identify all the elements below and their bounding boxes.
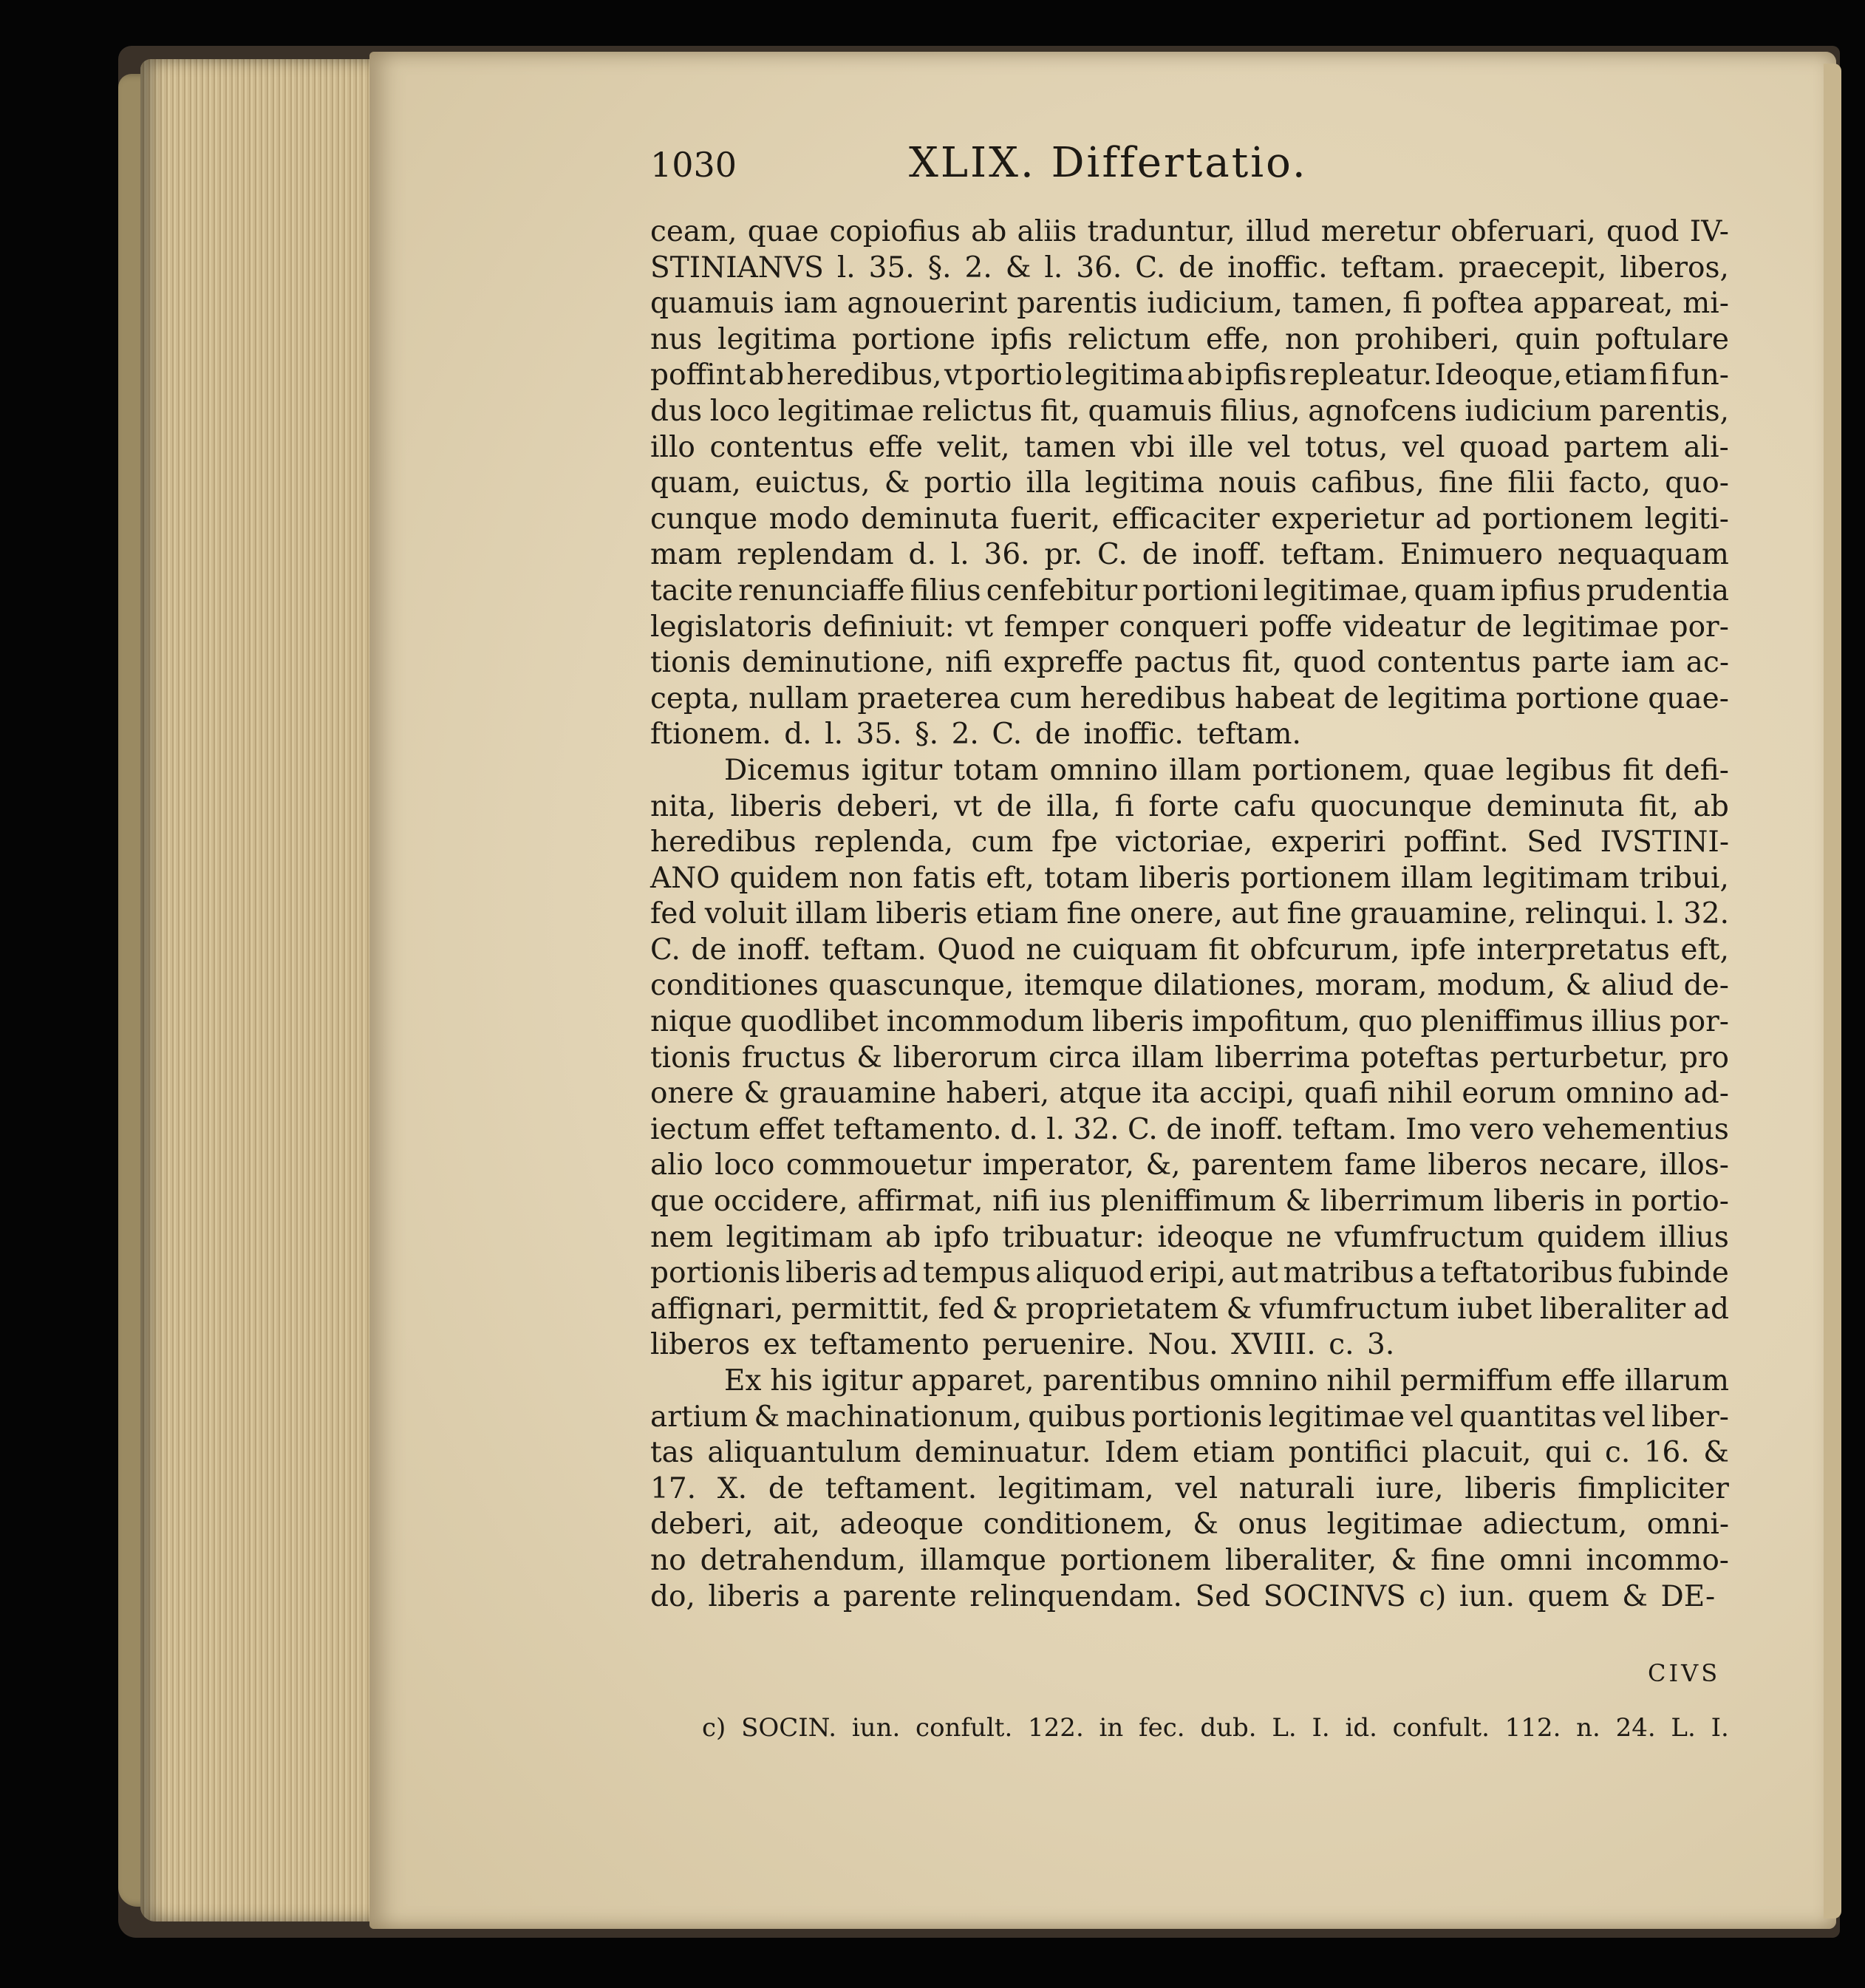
text-line: deberi, ait, adeoque conditionem, & onus legitimae adiectum, omni- bbox=[650, 1508, 1729, 1542]
text-line: tionis fructus & liberorum circa illam liberrima poteftas perturbetur, pro bbox=[650, 1041, 1729, 1075]
page-number: 1030 bbox=[650, 145, 737, 185]
text-line: legislatoris definiuit: vt femper conqueri poffe videatur de legitimae por- bbox=[650, 610, 1729, 644]
footnote: c) SOCIN. iun. confult. 122. in fec. dub. L. I. id. confult. 112. n. 24. L. I. bbox=[702, 1713, 1729, 1743]
text-line: ANO quidem non fatis eft, totam liberis portionem illam legitimam tribui, bbox=[650, 861, 1729, 895]
text-line: poffint ab heredibus, vt portio legitima ab ipfis repleatur. Ideoque, etiam fi fun- bbox=[650, 358, 1729, 392]
text-line: quam, euictus, & portio illa legitima nouis cafibus, fine filii facto, quo- bbox=[650, 466, 1729, 500]
text-line: no detrahendum, illamque portionem liberaliter, & fine omni incommo- bbox=[650, 1543, 1729, 1577]
text-line: STINIANVS l. 35. §. 2. & l. 36. C. de inoffic. teftam. praecepit, liberos, bbox=[650, 251, 1729, 285]
running-title: XLIX. Differtatio. bbox=[909, 139, 1308, 187]
text-line: mam replendam d. l. 36. pr. C. de inoff. teftam. Enimuero nequaquam bbox=[650, 538, 1729, 572]
text-line: 17. X. de teftament. legitimam, vel naturali iure, liberis fimpliciter bbox=[650, 1471, 1729, 1505]
text-line: quamuis iam agnouerint parentis iudicium, tamen, fi poftea appareat, mi- bbox=[650, 287, 1729, 321]
text-line: tionis deminutione, nifi expreffe pactus fit, quod contentus parte iam ac- bbox=[650, 646, 1729, 680]
text-line: tacite renunciaffe filius cenfebitur portioni legitimae, quam ipfius prudentia bbox=[650, 573, 1729, 607]
text-line: illo contentus effe velit, tamen vbi ille vel totus, vel quoad partem ali- bbox=[650, 430, 1729, 464]
text-line: nus legitima portione ipfis relictum effe, non prohiberi, quin poftulare bbox=[650, 322, 1729, 356]
catchword: CIVS bbox=[1648, 1659, 1721, 1687]
text-line: que occidere, affirmat, nifi ius pleniffimum & liberrimum liberis in portio- bbox=[650, 1185, 1729, 1219]
body-text bbox=[650, 214, 1729, 1615]
text-line: Ex his igitur apparet, parentibus omnino nihil permiffum effe illarum bbox=[724, 1364, 1729, 1398]
text-line: ceam, quae copiofius ab aliis traduntur, illud meretur obferuari, quod IV- bbox=[650, 215, 1729, 248]
page-header bbox=[650, 139, 1729, 191]
text-line: nita, liberis deberi, vt de illa, fi forte cafu quocunque deminuta fit, ab bbox=[650, 789, 1729, 823]
text-line: portionis liberis ad tempus aliquod eripi, aut matribus a teftatoribus fubinde bbox=[650, 1256, 1729, 1290]
facing-page-edge bbox=[1824, 64, 1841, 1919]
text-line: fed voluit illam liberis etiam fine onere, aut fine grauamine, relinqui. l. 32. bbox=[650, 897, 1729, 931]
text-line: artium & machinationum, quibus portionis legitimae vel quantitas vel liber- bbox=[650, 1400, 1729, 1434]
text-line: affignari, permittit, fed & proprietatem & vfumfructum iubet liberaliter ad bbox=[650, 1292, 1729, 1326]
text-line: cunque modo deminuta fuerit, efficaciter experietur ad portionem legiti- bbox=[650, 502, 1729, 536]
text-line: ftionem. d. l. 35. §. 2. C. de inoffic. teftam. bbox=[650, 718, 1301, 752]
text-line: cepta, nullam praeterea cum heredibus habeat de legitima portione quae- bbox=[650, 681, 1729, 715]
text-line: onere & grauamine haberi, atque ita accipi, quafi nihil eorum omnino ad- bbox=[650, 1077, 1729, 1111]
text-line: iectum effet teftamento. d. l. 32. C. de inoff. teftam. Imo vero vehementius bbox=[650, 1112, 1729, 1146]
text-line: tas aliquantulum deminuatur. Idem etiam pontifici placuit, qui c. 16. & bbox=[650, 1436, 1729, 1470]
text-line: C. de inoff. teftam. Quod ne cuiquam fit obfcurum, ipfe interpretatus eft, bbox=[650, 933, 1729, 967]
page-edges bbox=[140, 59, 384, 1921]
text-line: conditiones quascunque, itemque dilationes, moram, modum, & aliud de- bbox=[650, 969, 1729, 1003]
text-line: nem legitimam ab ipfo tribuatur: ideoque ne vfumfructum quidem illius bbox=[650, 1220, 1729, 1254]
text-line: alio loco commouetur imperator, &, parentem fame liberos necare, illos- bbox=[650, 1148, 1729, 1182]
text-line: liberos ex teftamento peruenire. Nou. XVIII. c. 3. bbox=[650, 1328, 1395, 1362]
text-line: heredibus replenda, cum fpe victoriae, experiri poffint. Sed IVSTINI- bbox=[650, 826, 1729, 859]
text-line: nique quodlibet incommodum liberis impofitum, quo pleniffimus illius por- bbox=[650, 1005, 1729, 1039]
text-line: do, liberis a parente relinquendam. Sed SOCINVS c) iun. quem & DE- bbox=[650, 1579, 1716, 1613]
text-line: dus loco legitimae relictus fit, quamuis filius, agnofcens iudicium parentis, bbox=[650, 394, 1729, 428]
text-line: Dicemus igitur totam omnino illam portionem, quae legibus fit defi- bbox=[724, 753, 1729, 787]
